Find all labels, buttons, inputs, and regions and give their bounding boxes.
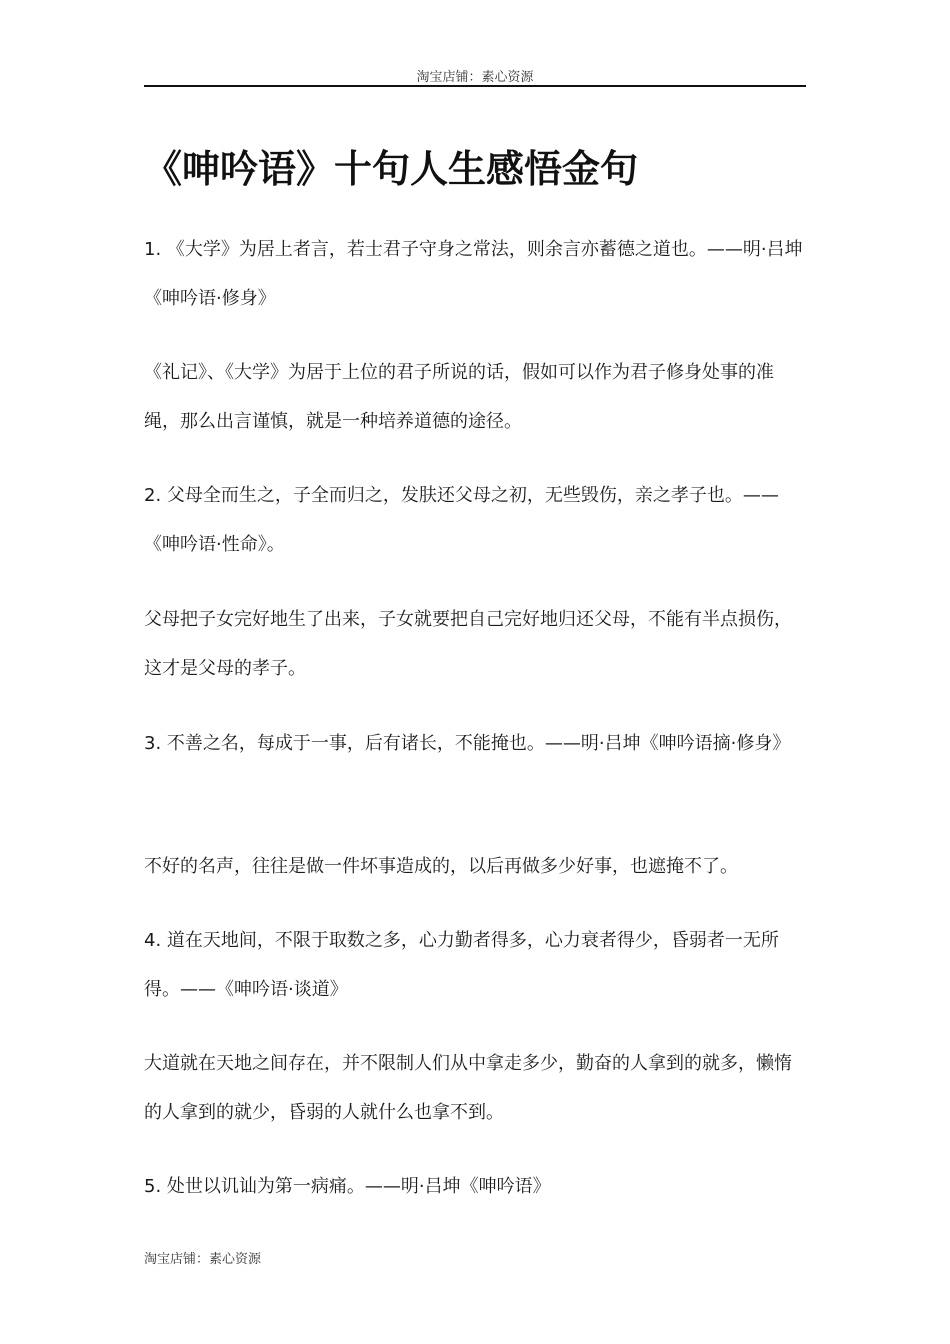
page-title: 《呻吟语》十句人生感悟金句 [144,147,639,191]
explanation-1: 《礼记》、《大学》为居于上位的君子所说的话，假如可以作为君子修身处事的准绳，那么出言谨慎，就是一种培养道德的途径。 [144,362,774,432]
quote-3: 3. 不善之名，每成于一事，后有诸长，不能掩也。——明·吕坤《呻吟语摘·修身》 [144,733,791,754]
explanation-3: 不好的名声，往往是做一件坏事造成的，以后再做多少好事，也遮掩不了。 [144,856,738,877]
explanation-2: 父母把子女完好地生了出来，子女就要把自己完好地归还父母，不能有半点损伤，这才是父母的孝子。 [144,609,792,679]
page-footer-label: 淘宝店铺：素心资源 [144,1252,262,1267]
explanation-4: 大道就在天地之间存在，并不限制人们从中拿走多少，勤奋的人拿到的就多，懒惰的人拿到的就少，昏弱的人就什么也拿不到。 [144,1053,792,1123]
quote-5: 5. 处世以讥讪为第一病痛。——明·吕坤《呻吟语》 [144,1176,551,1197]
quote-4: 4. 道在天地间，不限于取数之多，心力勤者得多，心力衰者得少，昏弱者一无所得。——《呻吟语·谈道》 [144,930,779,1000]
header-divider [144,85,806,87]
page-header-label: 淘宝店铺：素心资源 [416,70,534,85]
quote-1: 1. 《大学》为居上者言，若士君子守身之常法，则余言亦蓄德之道也。——明·吕坤《呻吟语·修身》 [144,239,803,309]
quote-2: 2. 父母全而生之，子全而归之，发肤还父母之初，无些毁伤，亲之孝子也。——《呻吟语·性命》。 [144,485,779,555]
